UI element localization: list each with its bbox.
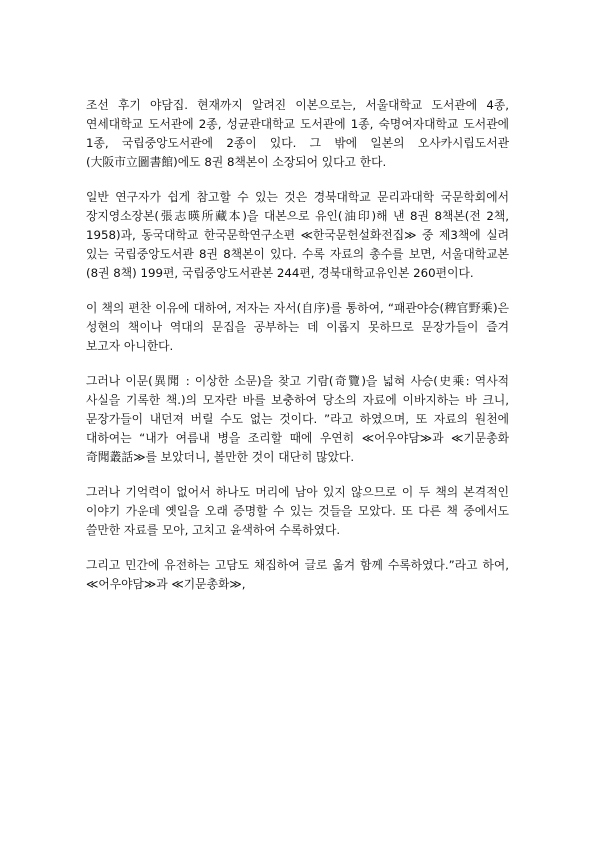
paragraph-3: 이 책의 편찬 이유에 대하여, 저자는 자서(自序)를 통하여, “패관야승(稗官野乘)은 성현의 책이나 역대의 문집을 공부하는 데 이롭지 못하므로 문장가들이 즐겨 보고자 아니한다. [86,301,509,353]
paragraph-6: 그리고 민간에 유전하는 고담도 채집하여 글로 옮겨 함께 수록하였다.”라고 하여, ≪어우야담≫과 ≪기문총화≫, [86,558,509,591]
paragraph-4: 그러나 이문(異聞 : 이상한 소문)을 찾고 기람(奇覽)을 넓혀 사승(史乘: 역사적 사실을 기록한 책.)의 모자란 바를 보충하여 당소의 자료에 이바지하는 바 크니, 문장가들이 내던져 버릴 수도 없는 것이다. ”라고 하였으며, 또 자료의 원천에 대하여는 “내가 여름내 병을 조리할 때에 우연히 ≪어우야담≫과 ≪기문총화 奇聞叢話≫를 보았더니, 볼만한 것이 대단히 많았다. [86,374,509,464]
paragraph-1: 조선 후기 야담집. 현재까지 알려진 이본으로는, 서울대학교 도서관에 4종, 연세대학교 도서관에 2종, 성균관대학교 도서관에 1종, 숙명여자대학교 도서관에 1종, 국립중앙도서관에 2종이 있다. 그 밖에 일본의 오사카시립도서관(大阪市立圖書館)에도 8권 8책본이 소장되어 있다고 한다. [86,98,509,169]
paragraph-2: 일반 연구자가 쉽게 참고할 수 있는 것은 경북대학교 문리과대학 국문학회에서 장지영소장본(張志暎所藏本)을 대본으로 유인(油印)해 낸 8권 8책본(전 2책, 1958)과, 동국대학교 한국문학연구소편 ≪한국문헌설화전집≫ 중 제3책에 실려 있는 국립중앙도서관 8권 8책본이 있다. 수록 자료의 총수를 보면, 서울대학교본(8권 8책) 199편, 국립중앙도서관본 244편, 경북대학교유인본 260편이다. [86,190,509,280]
paragraph-5: 그러나 기억력이 없어서 하나도 머리에 남아 있지 않으므로 이 두 책의 본격적인 이야기 가운데 옛일을 오래 증명할 수 있는 것들을 모았다. 또 다른 책 중에서도 쓸만한 자료를 모아, 고치고 윤색하여 수록하였다. [86,485,509,537]
document-body [86,96,509,610]
